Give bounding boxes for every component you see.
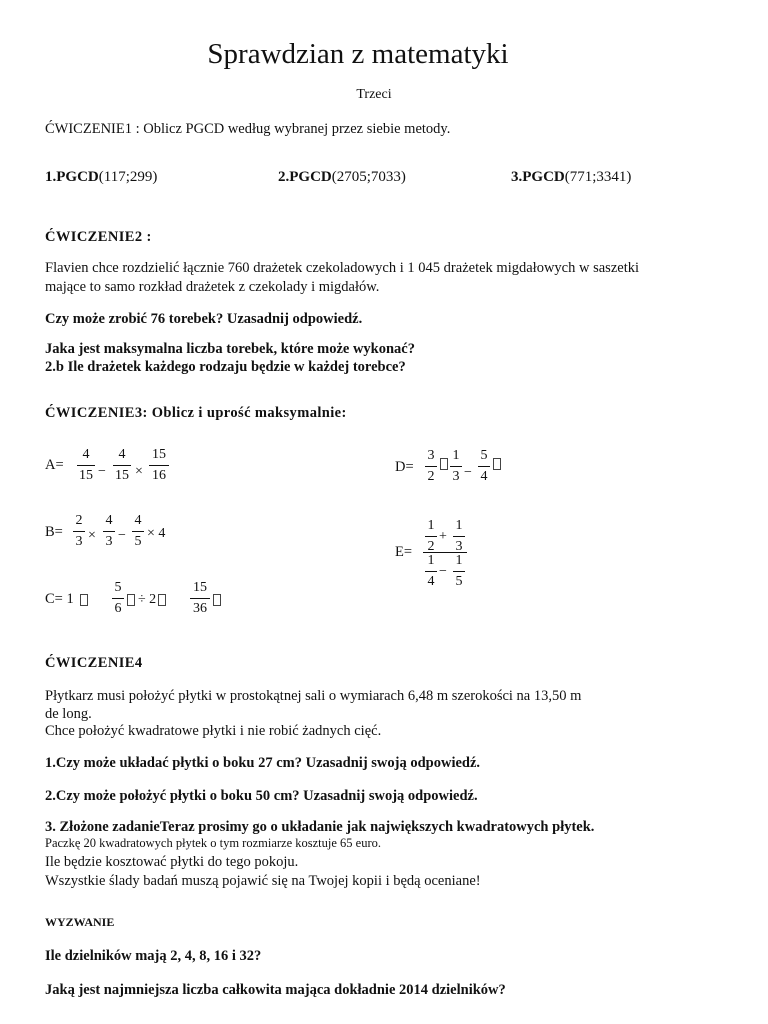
expr-D-fraction-2	[450, 448, 462, 485]
numerator: 15	[193, 580, 207, 595]
exercise1-item-2	[278, 169, 406, 186]
exercise4-heading: ĆWICZENIE4	[45, 655, 143, 671]
challenge-question-2: Jaką jest najmniejsza liczba całkowita mająca dokładnie 2014 dzielników?	[45, 982, 506, 998]
denominator: 15	[79, 468, 93, 483]
numerator: 15	[152, 447, 166, 462]
item-label: 2.PGCD	[278, 169, 332, 185]
numerator: 1	[455, 553, 463, 568]
exercise4-question-1: 1.Czy może układać płytki o boku 27 cm? Uzasadnij swoją odpowiedź.	[45, 755, 481, 771]
exercise4-line-1: Płytkarz musi położyć płytki w prostokątnej sali o wymiarach 6,48 m szerokości na 13,50 m	[45, 688, 582, 704]
item-args: (117;299)	[98, 169, 158, 185]
expr-C-fraction-1	[112, 580, 124, 617]
exercise2-paragraph: Flavien chce rozdzielić łącznie 760 drażetek czekoladowych i 1 045 drażetek migdałowych w saszetki mające to samo rozkład drażetek z czekolady i migdałów.	[45, 260, 639, 295]
challenge-question-1: Ile dzielników mają 2, 4, 8, 16 i 32?	[45, 948, 262, 964]
denominator: 3	[452, 469, 460, 484]
numerator: 5	[114, 580, 122, 595]
expr-D-operator: −	[464, 465, 472, 480]
expr-D-label: D=	[395, 459, 414, 475]
exercise2-question-3: 2.b Ile drażetek każdego rodzaju będzie w każdej torebce?	[45, 359, 406, 375]
denominator: 2	[427, 469, 435, 484]
denominator: 4	[480, 469, 488, 484]
denominator: 4	[427, 574, 435, 589]
expr-E-top-operator: +	[439, 529, 447, 544]
exercise4-line-4: Ile będzie kosztować płytki do tego pokoju.	[45, 854, 299, 870]
item-args: (2705;7033)	[331, 169, 406, 185]
missing-glyph-box	[213, 594, 221, 606]
expr-D-fraction-3	[478, 448, 490, 485]
expr-E-bottom-fraction-2	[453, 553, 465, 590]
denominator: 6	[114, 601, 122, 616]
missing-glyph-box	[127, 594, 135, 606]
challenge-heading: WYZWANIE	[45, 915, 115, 929]
numerator: 1	[455, 518, 463, 533]
expr-A-label: A=	[45, 457, 64, 473]
denominator: 5	[455, 574, 463, 589]
expr-B-operator-2: −	[118, 528, 126, 543]
denominator: 3	[105, 534, 113, 549]
exercise4-line-2: de long.	[45, 706, 92, 722]
expr-A-fraction-2	[113, 447, 131, 484]
page-subtitle: Trzeci	[356, 87, 392, 102]
numerator: 2	[75, 513, 83, 528]
numerator: 3	[427, 448, 435, 463]
exercise2-question-1: Czy może zrobić 76 torebek? Uzasadnij odpowiedź.	[45, 311, 363, 327]
denominator: 5	[134, 534, 142, 549]
denominator: 2	[427, 539, 435, 554]
exercise1-item-1	[45, 169, 157, 186]
numerator: 4	[82, 447, 90, 462]
expr-C-label: C= 1	[45, 591, 74, 607]
expr-B-fraction-1	[73, 513, 85, 550]
expr-B-fraction-2	[103, 513, 115, 550]
denominator: 3	[75, 534, 83, 549]
expr-C-middle: ÷ 2	[138, 592, 157, 607]
numerator: 1	[452, 448, 460, 463]
expr-E-top-fraction-1	[425, 518, 437, 555]
missing-glyph-box	[440, 458, 448, 470]
expr-A-operator-1: −	[98, 464, 106, 479]
exercise4-question-3: 3. Złożone zadanieTeraz prosimy go o układanie jak największych kwadratowych płytek.	[45, 819, 595, 835]
exercise4-question-2: 2.Czy może położyć płytki o boku 50 cm? Uzasadnij swoją odpowiedź.	[45, 788, 478, 804]
numerator: 4	[134, 513, 142, 528]
numerator: 4	[118, 447, 126, 462]
expr-B-fraction-3	[132, 513, 144, 550]
expr-B-label: B=	[45, 524, 63, 540]
expr-D-fraction-1	[425, 448, 437, 485]
numerator: 1	[427, 518, 435, 533]
denominator: 3	[455, 539, 463, 554]
exercise4-line-5: Wszystkie ślady badań muszą pojawić się na Twojej kopii i będą oceniane!	[45, 873, 481, 889]
expr-B-tail: × 4	[147, 526, 166, 541]
item-label: 3.PGCD	[511, 169, 565, 185]
exercise4-line-3: Chce położyć kwadratowe płytki i nie robić żadnych cięć.	[45, 723, 382, 739]
item-label: 1.PGCD	[45, 169, 99, 185]
exercise1-item-3	[511, 169, 631, 186]
expr-E-bottom-fraction-1	[425, 553, 437, 590]
exercise1-instruction: ĆWICZENIE1 : Oblicz PGCD według wybranej przez siebie metody.	[45, 121, 451, 137]
exercise4-note: Paczkę 20 kwadratowych płytek o tym rozmiarze kosztuje 65 euro.	[45, 836, 381, 850]
exercise3-heading: ĆWICZENIE3: Oblicz i uprość maksymalnie:	[45, 405, 347, 421]
expr-E-top-fraction-2	[453, 518, 465, 555]
expr-C-fraction-2	[190, 580, 210, 617]
denominator: 36	[193, 601, 207, 616]
expr-A-fraction-3	[149, 447, 169, 484]
missing-glyph-box	[80, 594, 88, 606]
numerator: 5	[480, 448, 488, 463]
numerator: 1	[427, 553, 435, 568]
expr-B-operator-1: ×	[88, 528, 96, 543]
denominator: 15	[115, 468, 129, 483]
page-title: Sprawdzian z matematyki	[207, 38, 509, 70]
expr-A-operator-2: ×	[135, 464, 143, 479]
item-args: (771;3341)	[564, 169, 632, 185]
expr-A-fraction-1	[77, 447, 95, 484]
missing-glyph-box	[158, 594, 166, 606]
exercise2-question-2: Jaka jest maksymalna liczba torebek, które może wykonać?	[45, 341, 415, 357]
denominator: 16	[152, 468, 166, 483]
exercise2-heading: ĆWICZENIE2 :	[45, 229, 152, 245]
expr-E-label: E=	[395, 544, 413, 560]
expr-E-bottom-operator: −	[439, 564, 447, 579]
numerator: 4	[105, 513, 113, 528]
missing-glyph-box	[493, 458, 501, 470]
